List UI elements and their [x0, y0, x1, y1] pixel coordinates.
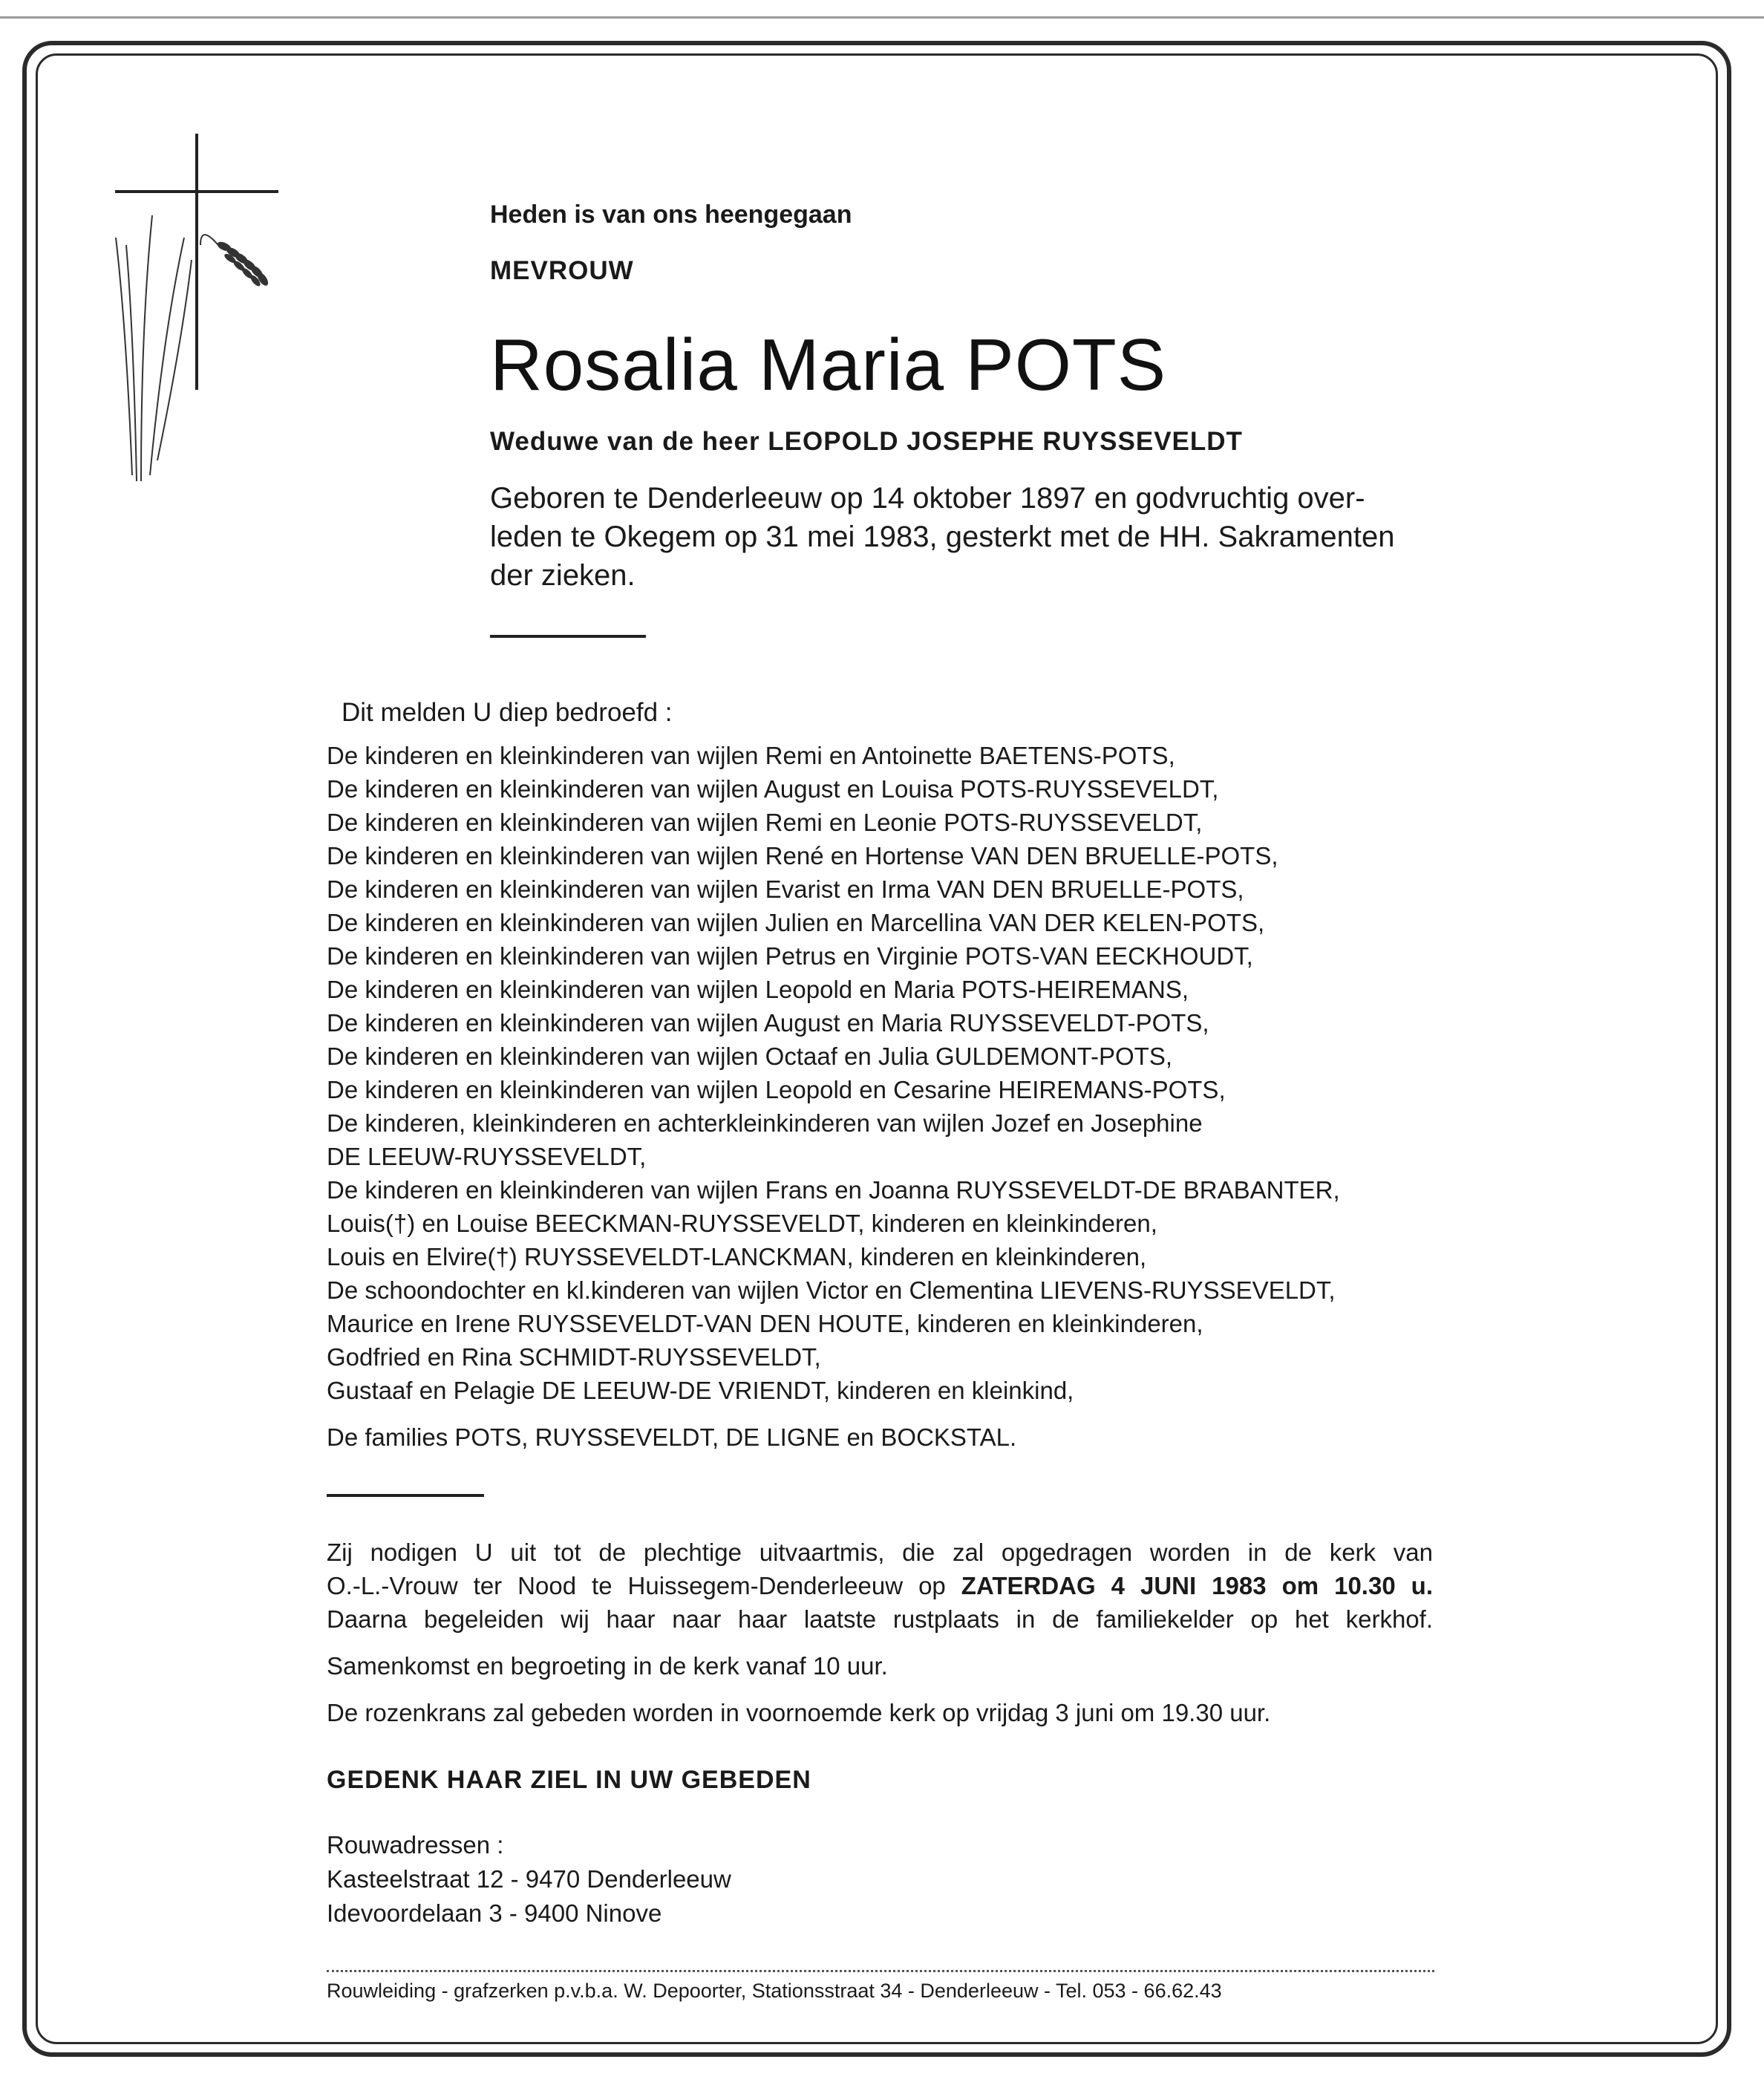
list-item: De kinderen en kleinkinderen van wijlen Evarist en Irma VAN DEN BRUELLE-POTS, [327, 875, 1244, 903]
addresses-label: Rouwadressen : [327, 1831, 504, 1859]
list-item: De kinderen en kleinkinderen van wijlen Frans en Joanna RUYSSEVELDT-DE BRABANTER, [327, 1176, 1340, 1204]
list-item: De kinderen en kleinkinderen van wijlen Leopold en Maria POTS-HEIREMANS, [327, 976, 1189, 1003]
birth-line: der zieken. [490, 559, 636, 592]
prayer-line: GEDENK HAAR ZIEL IN UW GEBEDEN [327, 1766, 811, 1794]
gathering-info: Samenkomst en begroeting in de kerk vanaf 10 uur. [327, 1652, 888, 1680]
list-item: Godfried en Rina SCHMIDT-RUYSSEVELDT, [327, 1343, 821, 1371]
announcement: Dit melden U diep bedroefd : [342, 698, 673, 727]
family-list [327, 739, 1433, 1454]
service-date: ZATERDAG 4 JUNI 1983 om 10.30 u. [961, 1572, 1433, 1599]
families-line: De families POTS, RUYSSEVELDT, DE LIGNE en BOCKSTAL. [327, 1423, 1017, 1451]
list-item: De kinderen en kleinkinderen van wijlen René en Hortense VAN DEN BRUELLE-POTS, [327, 842, 1278, 870]
list-item: De kinderen en kleinkinderen van wijlen Petrus en Virginie POTS-VAN EECKHOUDT, [327, 942, 1253, 970]
list-item: Louis(†) en Louise BEECKMAN-RUYSSEVELDT, kinderen en kleinkinderen, [327, 1210, 1157, 1237]
address-line: Idevoordelaan 3 - 9400 Ninove [327, 1899, 662, 1927]
list-item: De kinderen en kleinkinderen van wijlen Remi en Leonie POTS-RUYSSEVELDT, [327, 809, 1203, 836]
list-item: De kinderen en kleinkinderen van wijlen August en Louisa POTS-RUYSSEVELDT, [327, 775, 1219, 803]
list-item: De schoondochter en kl.kinderen van wijlen Victor en Clementina LIEVENS-RUYSSEVELDT, [327, 1276, 1336, 1304]
rosary-info: De rozenkrans zal gebeden worden in voornoemde kerk op vrijdag 3 juni om 19.30 uur. [327, 1699, 1271, 1726]
deceased-name: Rosalia Maria POTS [490, 324, 1167, 405]
mourning-addresses [327, 1828, 731, 1931]
list-item: De kinderen en kleinkinderen van wijlen Remi en Antoinette BAETENS-POTS, [327, 742, 1175, 769]
service-line: Daarna begeleiden wij haar naar haar laatste rustplaats in de familiekelder op het kerkhof. [327, 1605, 1433, 1633]
list-item: DE LEEUW-RUYSSEVELDT, [327, 1143, 647, 1170]
list-item: De kinderen en kleinkinderen van wijlen Octaaf en Julia GULDEMONT-POTS, [327, 1043, 1172, 1070]
service-line [327, 1569, 1433, 1602]
intro-text: Heden is van ons heengegaan [490, 200, 852, 229]
dotted-divider [327, 1970, 1434, 1972]
list-item: De kinderen en kleinkinderen van wijlen Leopold en Cesarine HEIREMANS-POTS, [327, 1076, 1226, 1103]
list-item: Gustaaf en Pelagie DE LEEUW-DE VRIENDT, kinderen en kleinkind, [327, 1377, 1074, 1404]
birth-line: Geboren te Denderleeuw op 14 oktober 1897 en godvruchtig over- [490, 482, 1365, 515]
divider [327, 1494, 484, 1497]
list-item: De kinderen, kleinkinderen en achterkleinkinderen van wijlen Jozef en Josephine [327, 1109, 1203, 1137]
funeral-director-footer: Rouwleiding - grafzerken p.v.b.a. W. Depoorter, Stationsstraat 34 - Denderleeuw - Tel. 053 - 66.62.43 [327, 1980, 1222, 2002]
list-item: De kinderen en kleinkinderen van wijlen Julien en Marcellina VAN DER KELEN-POTS, [327, 909, 1265, 936]
service-place: O.-L.-Vrouw ter Nood te Huissegem-Denderleeuw op [327, 1572, 946, 1599]
scan-top-rule [0, 16, 1764, 19]
service-line: Zij nodigen U uit tot de plechtige uitvaartmis, die zal opgedragen worden in de kerk van [327, 1539, 1433, 1566]
divider [490, 635, 646, 638]
list-item: Louis en Elvire(†) RUYSSEVELDT-LANCKMAN, kinderen en kleinkinderen, [327, 1243, 1147, 1270]
list-item: Maurice en Irene RUYSSEVELDT-VAN DEN HOUTE, kinderen en kleinkinderen, [327, 1310, 1203, 1337]
funeral-service-info [327, 1536, 1433, 1729]
birth-line: leden te Okegem op 31 mei 1983, gesterkt met de HH. Sakramenten [490, 521, 1395, 553]
widow-of: Weduwe van de heer LEOPOLD JOSEPHE RUYSSEVELDT [490, 427, 1243, 456]
cross-with-wheat-icon [111, 134, 282, 483]
address-line: Kasteelstraat 12 - 9470 Denderleeuw [327, 1865, 731, 1893]
honorific: MEVROUW [490, 256, 634, 285]
list-item: De kinderen en kleinkinderen van wijlen August en Maria RUYSSEVELDT-POTS, [327, 1009, 1209, 1037]
birth-death-details [490, 479, 1439, 595]
